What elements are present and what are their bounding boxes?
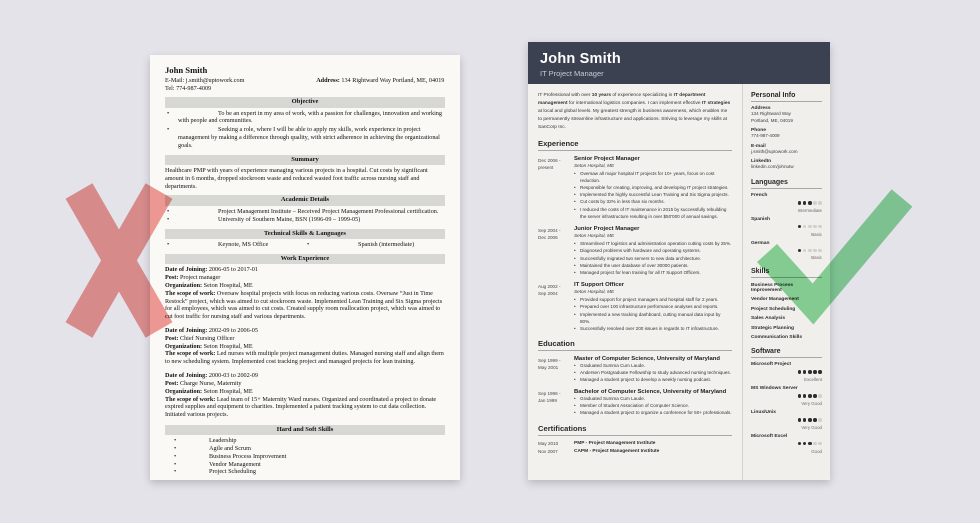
software-name: Microsoft Excel (751, 433, 788, 439)
section-header-tech-skills: Technical Skills & Languages (165, 229, 445, 239)
sidebar-title-software: Software (751, 348, 822, 358)
section-header-work-experience: Work Experience (165, 254, 445, 264)
bad-resume-email: E-Mail: j.smith@uptowork.com (165, 76, 245, 84)
sidebar-skill: Strategic Planning (751, 325, 794, 331)
software-rating (751, 442, 822, 447)
good-resume-header (528, 42, 830, 84)
job-company: Seton Hospital, ME (574, 163, 615, 169)
skill-item: • Project Scheduling (165, 468, 445, 476)
good-resume-job-title: IT Project Manager (540, 69, 604, 78)
bad-resume-contact (165, 77, 445, 93)
work-entry: Date of Joining: 2002-09 to 2006-05 Post: Chief Nursing Officer Organization: Seton Hospital, ME The scope of work: Led nurses with multiple project management duties. Managed nursing staff and align them to new scheduling system. Implemented cost tracking project and managed projects for lean training. (165, 327, 444, 366)
good-resume-sidebar: Personal Info Address 134 Rightward Way Portland, ME, 04019 Phone 774-987-4009 E-mail j.smith@uptowork.com LinkedIn linkedin.com/johnutw Languages French Intermediate Spanish Basic German Basic Skills Business Process Improvement Vendor Management Project Scheduling Sales Analysis Strategic Planning Communication Skills Software Microsoft Project Excellent MS Windows Server Very Good Linux/Unix Very Good Microsoft Excel Good (742, 84, 830, 480)
experience-entry: Dec 2006 - present Senior Project Manager Seton Hospital, ME • Oversaw all major hospital IT projects for 10+ years, focus on cost reduction. • Responsible for creating, improving, and developing IT project strategies. • Implemented the highly successful Lean Training and Six Sigma projects. • Cut costs by 32% in less than six months. • I reduced the costs of IT maintenance in 2015 by successfully rebuilding the server infrastructure resulting in over $50'000 of annual savings. (538, 156, 732, 220)
tech-skill-item: • Keynote, MS Office (165, 241, 305, 249)
good-resume-name: John Smith (540, 51, 621, 67)
degree-title: Master of Computer Science, University of Maryland (574, 355, 720, 362)
degree-title: Bachelor of Computer Science, University of Maryland (574, 389, 727, 396)
skill-item: • Leadership (165, 437, 445, 445)
bad-resume-page (150, 55, 460, 480)
academic-bullet: • Project Management Institute – Received Project Management Professional certification. (165, 208, 445, 216)
sidebar-address: 134 Rightward Way Portland, ME, 04019 (751, 111, 793, 123)
bad-resume-address: Address: 134 Rightward Way Portland, ME, 04019 (316, 76, 445, 84)
bad-resume-name: John Smith (165, 65, 208, 75)
education-entry: Sep 1996 - Jan 1999 Bachelor of Computer Science, University of Maryland • Graduated Summa Cum Laude. • Member of Student Association of Computer Science. • Managed a student project to organize a conference for 50+ professionals. (538, 389, 732, 416)
job-company: Seton Hospital, ME (574, 289, 615, 295)
software-rating (751, 418, 822, 423)
sidebar-skill: Business Process Improvement (751, 282, 794, 293)
sidebar-title-personal-info: Personal Info (751, 92, 822, 102)
skill-item: • Vendor Management (165, 461, 445, 469)
software-rating (751, 370, 822, 375)
section-header-objective: Objective (165, 97, 445, 107)
software-rating (751, 394, 822, 399)
sidebar-skill: Communication Skills (751, 335, 803, 341)
job-title: IT Support Officer (574, 281, 625, 288)
language-rating (751, 201, 822, 206)
good-resume-page (528, 42, 830, 480)
sidebar-skill: Project Scheduling (751, 306, 796, 312)
sidebar-phone: 774-987-4009 (751, 133, 780, 139)
job-title: Junior Project Manager (574, 225, 640, 232)
section-title-experience: Experience (538, 139, 732, 151)
red-cross-icon (79, 191, 159, 330)
profile-summary: IT Professional with over 10 years of experience specializing in IT department management for international logistics companies. I can implement effective IT strategies at local and global levels. My greatest strength is business awareness, which enables me to permanently streamline infrastructure and applications. Striving to leverage my skills at SanCorp Inc. (538, 93, 731, 130)
section-header-summary: Summary (165, 155, 445, 165)
objective-bullet: • Seeking a role, where I will be able to apply my skills, work experience in project management by making a difference through quality, with strict adherence in achieving the organizational goals. (165, 126, 445, 149)
software-name: Microsoft Project (751, 362, 791, 368)
language-name: French (751, 192, 768, 198)
summary-text: Healthcare PMP with years of experience managing various projects in a hospital. Cut costs by significant amount in 6 months, dropped stockroom waste and reduced wasted foot traffic across nursing staff and departments. (165, 166, 428, 190)
language-name: Spanish (751, 216, 771, 222)
certification-entry: May 2010 PMP - Project Management Institute (538, 440, 656, 446)
tech-skills-row (165, 241, 445, 249)
academic-bullet: • University of Southern Maine, BSN (1996-09 – 1999-05) (165, 216, 445, 224)
software-name: MS Windows Server (751, 386, 798, 392)
sidebar-linkedin: linkedin.com/johnutw (751, 164, 794, 170)
section-title-certifications: Certifications (538, 424, 732, 436)
sidebar-email: j.smith@uptowork.com (751, 148, 798, 154)
software-name: Linux/Unix (751, 409, 776, 415)
skill-item: • Business Process Improvement (165, 453, 445, 461)
section-title-education: Education (538, 339, 732, 351)
job-company: Seton Hospital, ME (574, 233, 615, 239)
experience-entry: Sep 2004 - Dec 2006 Junior Project Manager Seton Hospital, ME • Streamlined IT logistics and administration operation cutting costs by 25%. • Diagnosed problems with hardware and operating systems. • Successfully migrated two servers to new data architecture. • Maintained the user database of over 30000 patients. • Managed project for lean training for all IT Support Officers. (538, 226, 732, 276)
sidebar-skill: Sales Analysis (751, 316, 786, 322)
job-title: Senior Project Manager (574, 155, 640, 162)
sidebar-skill: Vendor Management (751, 297, 799, 303)
language-item: • Spanish (intermediate) (305, 241, 445, 249)
experience-entry: Aug 2002 - Sep 2004 IT Support Officer Seton Hospital, ME • Provided support for project managers and hospital staff for 2 years. • Prepared over 100 infrastructure performance analyses and reports. • Implemented a new tracking dashboard, cutting manual data input by 80%. • Successfully resolved over 200 issues in regards to IT infrastructure. (538, 282, 732, 332)
work-entry: Date of Joining: 2000-03 to 2002-09 Post: Charge Nurse, Maternity Organization: Seton Hospital, ME The scope of work: Lead team of 15+ Maternity Ward nurses. Organized and coordinated a project to donate expired supplies and equipment to charities. Implemented a patient tracking system to cut data collection. Initiated various projects. (165, 372, 437, 419)
objective-bullet: • To be an expert in my area of work, with a passion for challenges, innovation and working with people and communities. (165, 110, 445, 126)
skill-item: • Agile and Scrum (165, 445, 445, 453)
bad-resume-tel: Tel: 774-987-4009 (165, 84, 212, 92)
education-entry: Sep 1999 - May 2001 Master of Computer Science, University of Maryland • Graduated Summa Cum Laude. • Andersen Postgraduate Fellowship to study advanced nursing techniques. • Managed a student project to develop a weekly nursing podcast. (538, 356, 732, 383)
sidebar-title-languages: Languages (751, 179, 822, 189)
language-name: German (751, 240, 770, 246)
good-resume-main-column (528, 84, 742, 480)
work-entry: Date of Joining: 2006-05 to 2017-01 Post: Project manager Organization: Seton Hospital, ME The scope of work: Oversaw hospital projects with focus on reducing various costs. Oversaw “Just in Time Restock” project, which was aimed to cut stockroom waste. Implemented Lean Training and Six Sigma projects for all employees, which was aimed to cut costs. Created supply room reallocation project, which was aimed to cut foot traffic for nursing staff and various departments. (165, 266, 443, 321)
language-rating (751, 249, 822, 254)
certification-entry: Nov 2007 CAPM - Project Management Institute (538, 448, 660, 454)
section-header-skills: Hard and Soft Skills (165, 425, 445, 435)
sidebar-title-skills: Skills (751, 268, 822, 278)
section-header-academic: Academic Details (165, 195, 445, 205)
language-rating (751, 225, 822, 230)
